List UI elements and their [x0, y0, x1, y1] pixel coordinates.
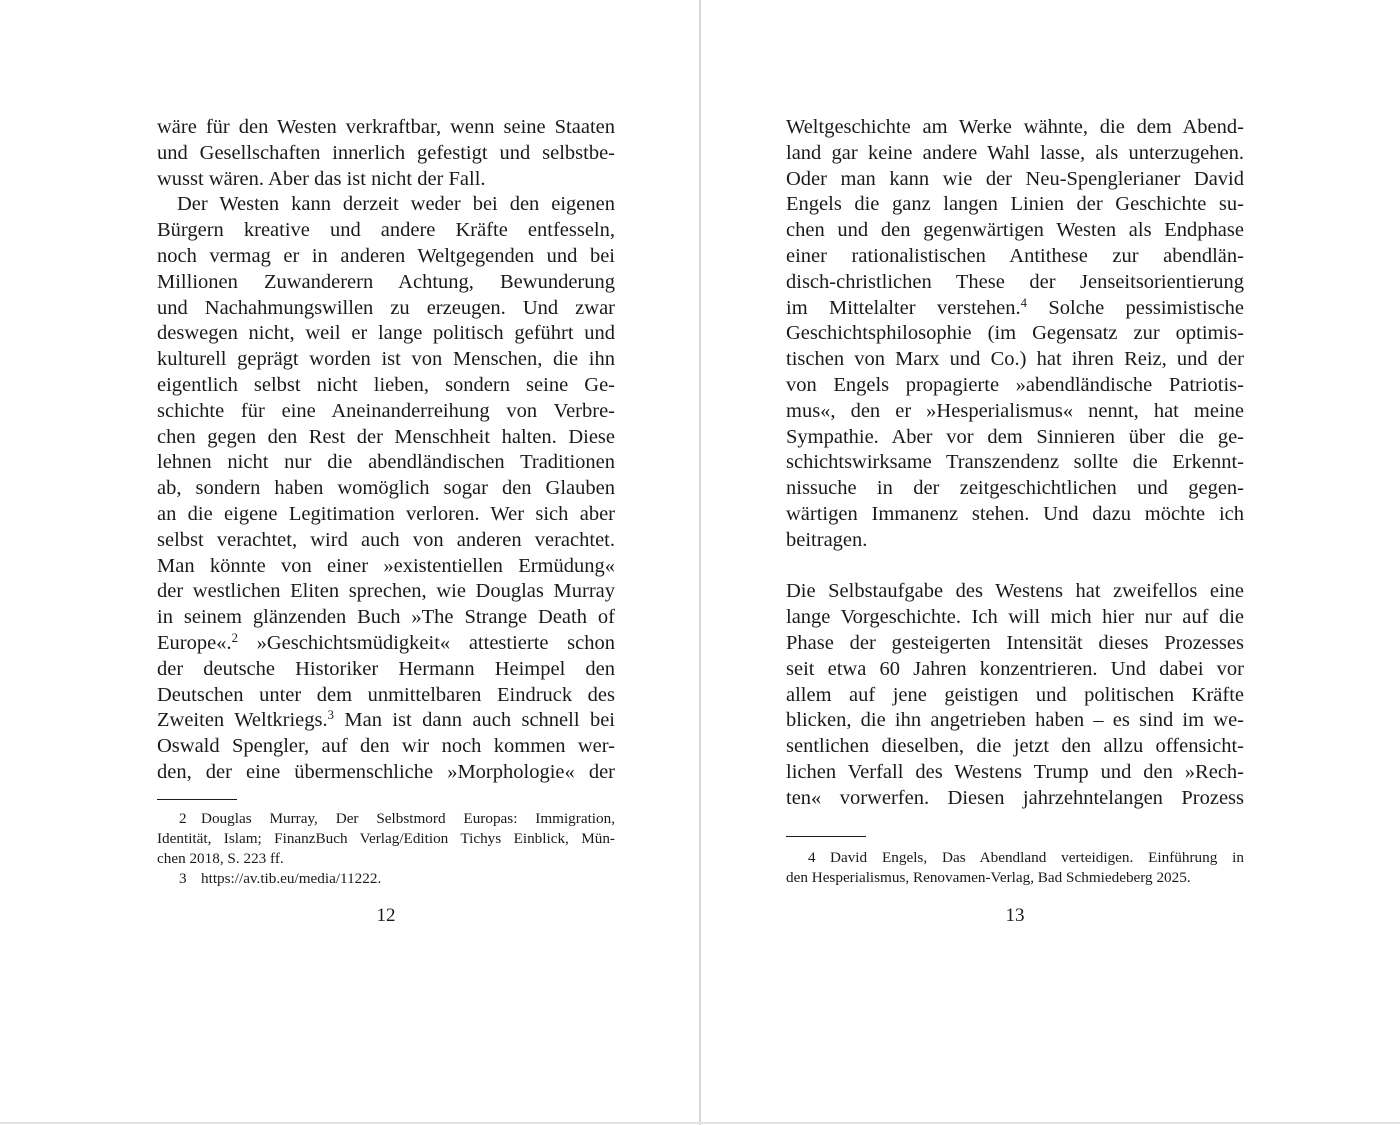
text-line: der deutsche Historiker Hermann Heimpel den: [157, 657, 615, 680]
text-segment: Zweiten Weltkriegs.: [157, 709, 328, 732]
footnote-number: 4: [808, 849, 816, 866]
text-line: wärtigen Immanenz stehen. Und dazu möchte ich: [786, 502, 1244, 525]
left-footnotes: [157, 809, 615, 889]
text-segment: Europe«.: [157, 631, 232, 654]
footnote-number: 2: [179, 810, 187, 827]
text-line: Weltgeschichte am Werke wähnte, die dem Abend-: [786, 116, 1244, 138]
text-segment: im Mittelalter verstehen.: [786, 296, 1021, 319]
footnote-line: [157, 849, 615, 869]
text-line: chen und den gegenwärtigen Westen als Endphase: [786, 219, 1244, 242]
text-line: Man könnte von einer »existentiellen Ermüdung«: [157, 554, 615, 577]
text-line: Der Westen kann derzeit weder bei den eigenen: [177, 193, 615, 216]
text-line: land gar keine andere Wahl lasse, als unterzugehen.: [786, 141, 1244, 164]
footnote-marker[interactable]: 2: [231, 630, 238, 645]
text-line: mus«, den er »Hesperialismus« nennt, hat meine: [786, 399, 1244, 422]
text-line: Sympathie. Aber vor dem Sinnieren über die ge-: [786, 425, 1244, 448]
page-number-left: 12: [376, 905, 396, 926]
text-line: Oswald Spengler, auf den wir noch kommen wer-: [157, 735, 615, 758]
page-number-right: 13: [1005, 905, 1025, 926]
text-line: eigentlich selbst nicht lieben, sondern seine Ge-: [157, 373, 615, 396]
text-line: seit etwa 60 Jahren konzentrieren. Und dabei vor: [786, 657, 1244, 680]
footnote-line: [786, 848, 1244, 868]
text-line: Die Selbstaufgabe des Westens hat zweifellos eine: [786, 580, 1244, 603]
section-break: [786, 554, 1244, 580]
text-segment: Solche pessimistische: [1026, 296, 1244, 319]
footnote-text: https://av.tib.eu/media/11222.: [201, 870, 382, 887]
text-line: kulturell geprägt worden ist von Menschen, die ihn: [157, 348, 615, 371]
footnote-text: Identität, Islam; FinanzBuch Verlag/Edition Tichys Einblick, Mün-: [157, 830, 615, 847]
text-line: wusst wären. Aber das ist nicht der Fall.: [157, 167, 486, 190]
text-line: [157, 631, 615, 657]
footnote-line: [786, 868, 1244, 888]
text-line: schichtswirksame Transzendenz sollte die Erkennt-: [786, 451, 1244, 474]
text-line: nissuche in der zeitgeschichtlichen und gegen-: [786, 477, 1244, 500]
footnote-text: chen 2018, S. 223 ff.: [157, 850, 284, 867]
text-line: Deutschen unter dem unmittelbaren Eindruck des: [157, 683, 615, 706]
text-line: Engels die ganz langen Linien der Geschichte su-: [786, 193, 1244, 216]
footnote-marker[interactable]: 4: [1020, 295, 1027, 310]
text-line: schichte für eine Aneinanderreihung von Verbre-: [157, 399, 615, 422]
footnote-number: 3: [179, 870, 187, 887]
text-line: und Gesellschaften innerlich gefestigt und selbstbe-: [157, 141, 615, 164]
text-line: lichen Verfall des Westens Trump und den »Rech-: [786, 760, 1244, 783]
text-line: in seinem glänzenden Buch »The Strange Death of: [157, 606, 615, 629]
text-line: Geschichtsphilosophie (im Gegensatz zur optimis-: [786, 322, 1244, 345]
footnote-marker[interactable]: 3: [327, 708, 334, 723]
right-footnote-rule: [786, 836, 866, 837]
text-segment: »Geschichtsmüdigkeit« attestierte schon: [237, 631, 615, 654]
text-line: tischen von Marx und Co.) hat ihren Reiz, und der: [786, 348, 1244, 371]
footnote-line: [157, 829, 615, 849]
text-line: Phase der gesteigerten Intensität dieses Prozesses: [786, 631, 1244, 654]
text-line: allem auf jene geistigen und politischen Kräfte: [786, 683, 1244, 706]
footnote-line: [157, 809, 615, 829]
text-line: deswegen nicht, weil er lange politisch geführt und: [157, 322, 615, 345]
text-line: noch vermag er in anderen Weltgegenden und bei: [157, 244, 615, 267]
text-segment: Man ist dann auch schnell bei: [333, 709, 615, 732]
footnote-text: den Hesperialismus, Renovamen-Verlag, Bad Schmiedeberg 2025.: [786, 869, 1191, 886]
text-line: sentlichen dieselben, die jetzt den allzu offensicht-: [786, 735, 1244, 758]
text-line: Millionen Zuwanderern Achtung, Bewunderung: [157, 270, 615, 293]
text-line: von Engels propagierte »abendländische Patriotis-: [786, 373, 1244, 396]
text-line: disch-christlichen These der Jenseitsorientierung: [786, 270, 1244, 293]
text-line: blicken, die ihn angetrieben haben – es sind im we-: [786, 709, 1244, 732]
left-body-text: [157, 115, 615, 786]
text-line: Oder man kann wie der Neu-Spenglerianer David: [786, 167, 1244, 190]
right-footnotes: [786, 848, 1244, 888]
text-line: lehnen nicht nur die abendländischen Traditionen: [157, 451, 615, 474]
footnote-text: Douglas Murray, Der Selbstmord Europas: Immigration,: [201, 810, 615, 827]
text-line: [157, 708, 615, 734]
text-line: der westlichen Eliten sprechen, wie Douglas Murray: [157, 580, 615, 603]
text-line: ten« vorwerfen. Diesen jahrzehntelangen Prozess: [786, 786, 1244, 809]
right-page: [701, 0, 1400, 1125]
footnote-text: David Engels, Das Abendland verteidigen. Einführung in: [830, 849, 1244, 866]
footnote-line: [157, 869, 615, 889]
text-line: beitragen.: [786, 528, 868, 551]
text-line: den, der eine übermenschliche »Morphologie« der: [157, 760, 615, 783]
text-line: Bürgern kreative und andere Kräfte entfesseln,: [157, 219, 615, 242]
text-line: lange Vorgeschichte. Ich will mich hier nur auf die: [786, 606, 1244, 629]
bottom-edge: [0, 1122, 1400, 1124]
text-line: selbst verachtet, wird auch von anderen verachtet.: [157, 528, 615, 551]
text-line: ab, sondern haben womöglich sogar den Glauben: [157, 477, 615, 500]
text-line: und Nachahmungswillen zu erzeugen. Und zwar: [157, 296, 615, 319]
right-body-text: [786, 115, 1244, 812]
text-line: chen gegen den Rest der Menschheit halten. Diese: [157, 425, 615, 448]
text-line: wäre für den Westen verkraftbar, wenn seine Staaten: [157, 116, 615, 138]
text-line: einer rationalistischen Antithese zur abendlän-: [786, 244, 1244, 267]
text-line: [786, 296, 1244, 322]
text-line: an die eigene Legitimation verloren. Wer sich aber: [157, 502, 615, 525]
left-footnote-rule: [157, 799, 237, 800]
